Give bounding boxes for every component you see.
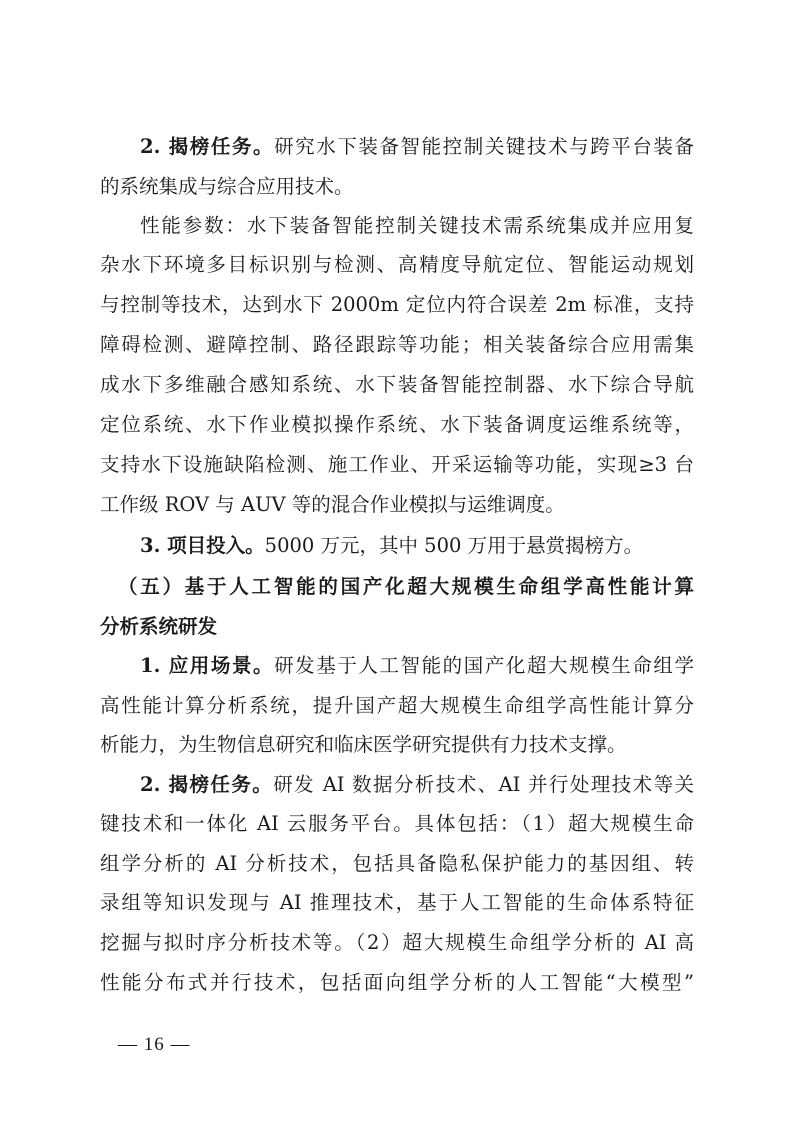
paragraph-text: 研发基于人工智能的国产化超大规模生命组学 — [274, 654, 694, 677]
page-number: — 16 — — [118, 1034, 191, 1055]
text-line: 定位系统、水下作业模拟操作系统、水下装备调度运维系统等， — [100, 413, 694, 436]
text-line: 组学分析的 AI 分析技术，包括具备隐私保护能力的基因组、转 — [100, 852, 694, 875]
text-line: 成水下多维融合感知系统、水下装备智能控制器、水下综合导航 — [100, 373, 694, 396]
text-line: 性能分布式并行技术，包括面向组学分析的人工智能“大模型” — [100, 971, 694, 994]
text-line: 录组等知识发现与 AI 推理技术，基于人工智能的生命体系特征 — [100, 891, 694, 914]
text-line: 挖掘与拟时序分析技术等。（2）超大规模生命组学分析的 AI 高 — [100, 931, 694, 954]
text-line: 的系统集成与综合应用技术。 — [100, 175, 354, 198]
section-heading-cont: 分析系统研发 — [100, 615, 218, 638]
task-heading-line — [140, 127, 694, 167]
section-label: 1. 应用场景。 — [140, 654, 275, 677]
text-line: 工作级 ROV 与 AUV 等的混合作业模拟与运维调度。 — [100, 493, 565, 516]
investment-line — [140, 526, 694, 566]
section-label: 2. 揭榜任务。 — [140, 135, 275, 158]
task-heading-line — [140, 765, 694, 805]
paragraph-text: 研发 AI 数据分析技术、AI 并行处理技术等关 — [273, 773, 694, 796]
section-label: 3. 项目投入。 — [140, 534, 265, 557]
text-line: 析能力，为生物信息研究和临床医学研究提供有力技术支撑。 — [100, 733, 627, 756]
text-line: 障碍检测、避障控制、路径跟踪等功能；相关装备综合应用需集 — [100, 333, 694, 356]
text-line: 与控制等技术，达到水下 2000m 定位内符合误差 2m 标准，支持 — [100, 293, 694, 316]
section-heading: （五）基于人工智能的国产化超大规模生命组学高性能计算 — [118, 575, 694, 598]
text-line: 性能参数：水下装备智能控制关键技术需系统集成并应用复 — [140, 214, 694, 237]
scenario-line — [140, 646, 694, 686]
text-line: 键技术和一体化 AI 云服务平台。具体包括：（1）超大规模生命 — [100, 812, 694, 835]
section-label: 2. 揭榜任务。 — [140, 773, 274, 796]
text-line: 杂水下环境多目标识别与检测、高精度导航定位、智能运动规划 — [100, 253, 694, 276]
text-line: 支持水下设施缺陷检测、施工作业、开采运输等功能，实现≥3 台 — [100, 453, 694, 476]
paragraph-text: 5000 万元，其中 500 万用于悬赏揭榜方。 — [264, 534, 644, 557]
text-line: 高性能计算分析系统，提升国产超大规模生命组学高性能计算分 — [100, 694, 694, 717]
paragraph-text: 研究水下装备智能控制关键技术与跨平台装备 — [274, 135, 694, 158]
